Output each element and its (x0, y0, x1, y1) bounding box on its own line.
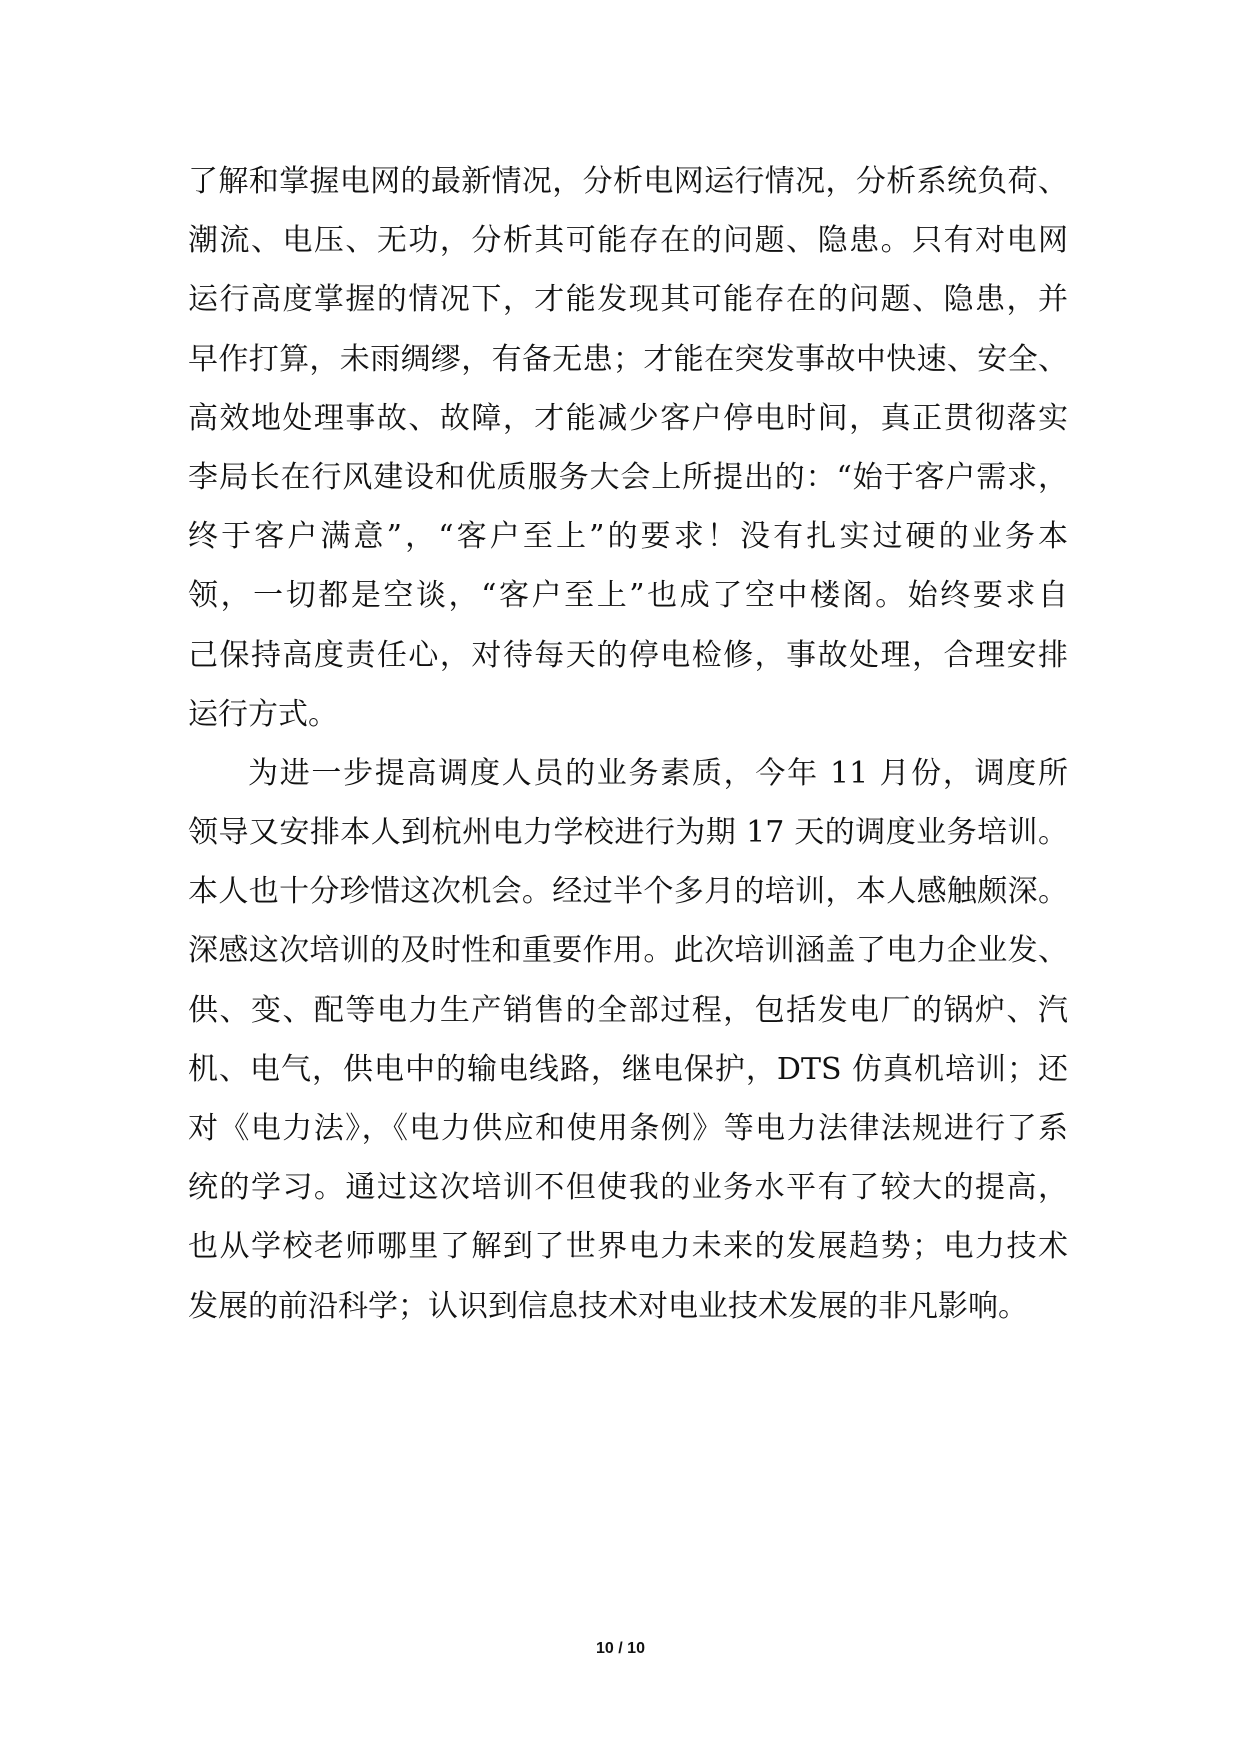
paragraph-2 (188, 744, 1068, 1336)
text-line: 运行方式。 (188, 696, 338, 732)
text-line: 为进一步提高调度人员的业务素质，今年 11 月份，调度所 (248, 755, 1068, 791)
text-line: 也从学校老师哪里了解到了世界电力未来的发展趋势；电力技术 (188, 1229, 1068, 1265)
text-line: 供、变、配等电力生产销售的全部过程，包括发电厂的锅炉、汽 (188, 992, 1068, 1028)
body-text (188, 152, 1068, 1336)
text-line: 对《电力法》，《电力供应和使用条例》等电力法律法规进行了系 (188, 1111, 1068, 1146)
text-line: 发展的前沿科学；认识到信息技术对电业技术发展的非凡影响。 (188, 1288, 1028, 1324)
text-line: 早作打算，未雨绸缪，有备无患；才能在突发事故中快速、安全、 (188, 341, 1068, 377)
text-line: 高效地处理事故、故障，才能减少客户停电时间，真正贯彻落实 (188, 400, 1068, 436)
text-line: 深感这次培训的及时性和重要作用。此次培训涵盖了电力企业发、 (188, 933, 1068, 969)
text-line: 己保持高度责任心，对待每天的停电检修，事故处理，合理安排 (188, 637, 1068, 673)
text-line: 运行高度掌握的情况下，才能发现其可能存在的问题、隐患，并 (188, 282, 1068, 318)
text-line: 了解和掌握电网的最新情况，分析电网运行情况，分析系统负荷、 (188, 164, 1068, 199)
text-line: 终于客户满意”，“客户至上”的要求！没有扎实过硬的业务本 (188, 519, 1068, 555)
text-line: 潮流、电压、无功，分析其可能存在的问题、隐患。只有对电网 (188, 223, 1068, 259)
text-line: 领，一切都是空谈，“客户至上”也成了空中楼阁。始终要求自 (188, 578, 1068, 614)
text-line: 统的学习。通过这次培训不但使我的业务水平有了较大的提高， (188, 1170, 1068, 1206)
text-line: 领导又安排本人到杭州电力学校进行为期 17 天的调度业务培训。 (188, 815, 1068, 851)
page-number: 10 / 10 (596, 1640, 645, 1657)
text-line: 本人也十分珍惜这次机会。经过半个多月的培训，本人感触颇深。 (188, 874, 1068, 910)
paragraph-1 (188, 152, 1068, 744)
text-line: 李局长在行风建设和优质服务大会上所提出的：“始于客户需求， (188, 459, 1068, 495)
text-line: 机、电气，供电中的输电线路，继电保护，DTS 仿真机培训；还 (188, 1051, 1068, 1087)
